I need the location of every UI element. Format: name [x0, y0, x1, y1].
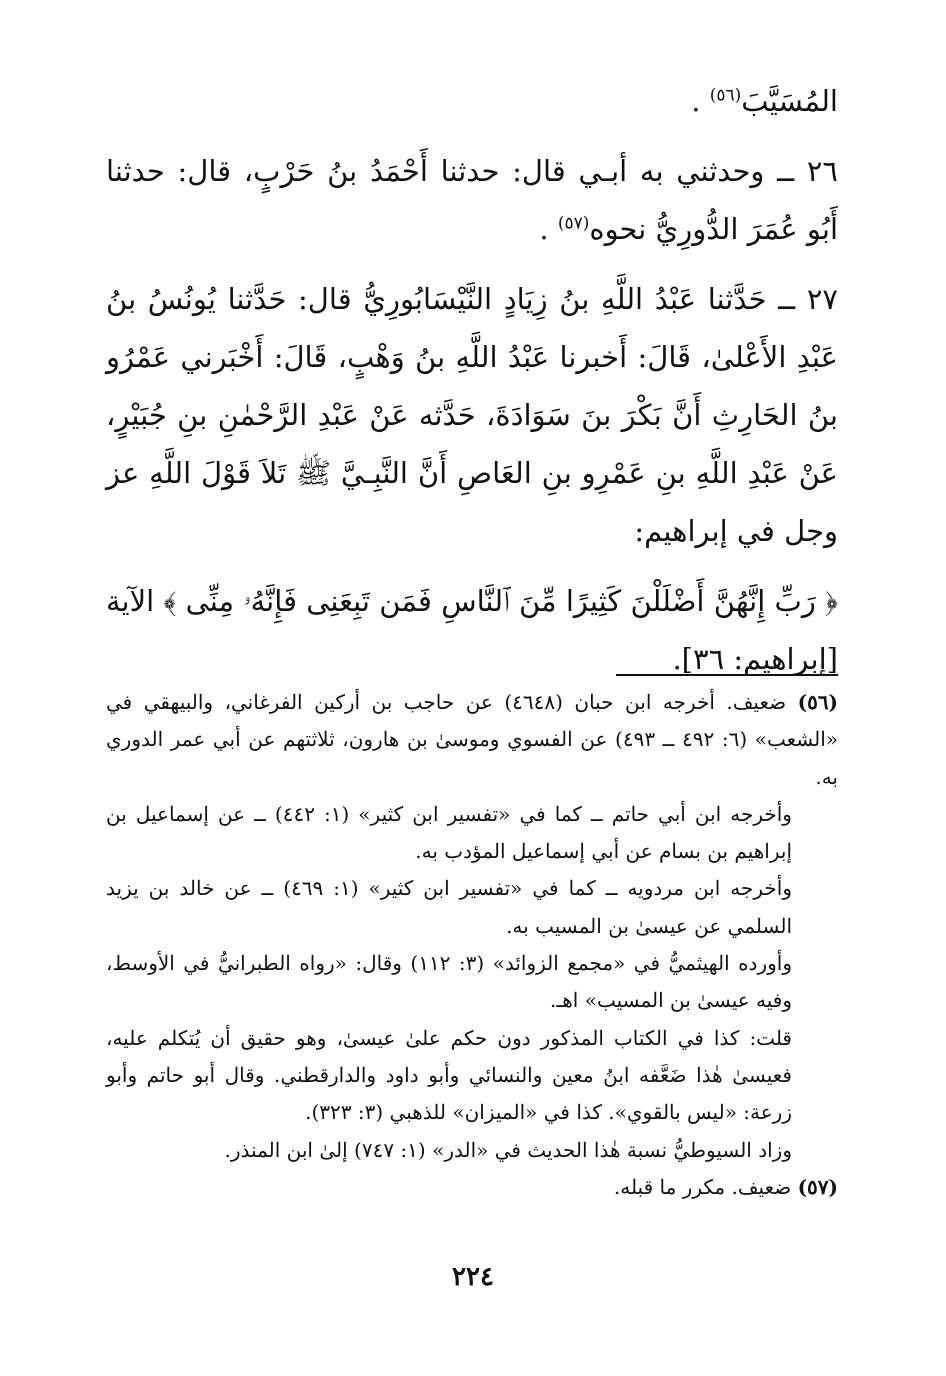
footnote-number: (٥٧)	[797, 1174, 838, 1199]
paragraph-continuation	[106, 72, 838, 130]
quran-verse: ﴿ رَبِّ إِنَّهُنَّ أَضْلَلْنَ كَثِيرًا مِّنَ ٱلنَّاسِ فَمَن تَبِعَنِى فَإِنَّهُۥ مِنِّى ﴾	[163, 584, 838, 618]
hadith-26-text: ٢٦ ــ وحدثني به أبـي قال: حدثنا أَحْمَدُ بنُ حَرْبٍ، قال: حدثنا أَبُو عُمَرَ الدُّورِيُّ نحوه	[106, 154, 838, 246]
footnotes	[106, 684, 838, 1206]
main-text	[106, 72, 838, 688]
hadith-26	[106, 142, 838, 258]
hadith-27-text: ٢٧ ــ حَدَّثنا عَبْدُ اللَّهِ بنُ زِيَادٍ النَّيْسَابُورِيُّ قال: حَدَّثنا يُونُسُ بنُ عَبْدِ الأَعْلىٰ، قَالَ: أَخبرنا عَبْدُ اللَّهِ بنُ وَهْبٍ، قَالَ: أَخْبَرني عَمْرُو بنُ الحَارِثِ أَنَّ بَكْرَ بنَ سَوَادَةَ، حَدَّثه عَنْ عَبْدِ الرَّحْمٰنِ بنِ جُبَيْرٍ، عَنْ عَبْدِ اللَّهِ بنِ عَمْرِو بنِ العَاصِ أَنَّ النَّبِـيَّ ﷺ تَلاَ قَوْلَ اللَّهِ عز وجل في إبراهيم:	[106, 282, 838, 548]
footnote-ref-57[interactable]: (٥٧)	[557, 213, 590, 234]
hadith-27	[106, 270, 838, 560]
punctuation: .	[691, 84, 701, 118]
text-fragment: المُسَيَّبَ	[741, 84, 838, 118]
footnote-ref-56[interactable]: (٥٦)	[709, 85, 742, 106]
footnote-56-continuation: قلت: كذا في الكتاب المذكور دون حكم علىٰ عيسىٰ، وهو حقيق أن يُتكلم عليه، فعيسىٰ هٰذا ضَعَّفه ابنُ معين والنسائي وأبو داود والدارقطني. وقال أبو حاتم وأبو زرعة: «ليس بالقوي». كذا في «الميزان» للذهبي (٣: ٣٢٣).	[106, 1025, 792, 1125]
footnote-text: ضعيف. مكرر ما قبله.	[613, 1174, 792, 1199]
footnote-56-continuation: وأورده الهيثميُّ في «مجمع الزوائد» (٣: ١١٢) وقال: «رواه الطبرانيُّ في الأوسط، وفيه عيسىٰ بن المسيب» اهـ.	[106, 951, 792, 1013]
footnote-separator	[616, 674, 838, 676]
footnote-57	[106, 1169, 838, 1206]
footnote-56-continuation: وأخرجه ابن أبي حاتم ــ كما في «تفسير ابن كثير» (١: ٤٤٢) ــ عن إسماعيل بن إبراهيم بن بسام عن أبي إسماعيل المؤدب به.	[106, 801, 792, 864]
punctuation: .	[539, 212, 549, 246]
footnote-number: (٥٦)	[797, 690, 839, 714]
footnote-56-continuation: وزاد السيوطيُّ نسبة هٰذا الحديث في «الدر» (١: ٧٤٧) إلىٰ ابن المنذر.	[224, 1137, 792, 1162]
page-number: ٢٢٤	[452, 1262, 494, 1292]
footnote-56	[106, 684, 838, 796]
quran-reference: الآية [إبراهيم: ٣٦].	[106, 584, 838, 676]
quran-quote	[106, 572, 838, 688]
footnote-text: ضعيف. أخرجه ابن حبان (٤٦٤٨) عن حاجب بن أركين الفرغاني، والبيهقي في «الشعب» (٦: ٤٩٢ ــ ٤٩٣) عن الفسوي وموسىٰ بن هارون، ثلاثتهم عن أبي عمر الدوري به.	[106, 690, 839, 789]
footnote-56-continuation: وأخرجه ابن مردويه ــ كما في «تفسير ابن كثير» (١: ٤٦٩) ــ عن خالد بن يزيد السلمي عن عيسىٰ بن المسيب به.	[106, 876, 792, 938]
